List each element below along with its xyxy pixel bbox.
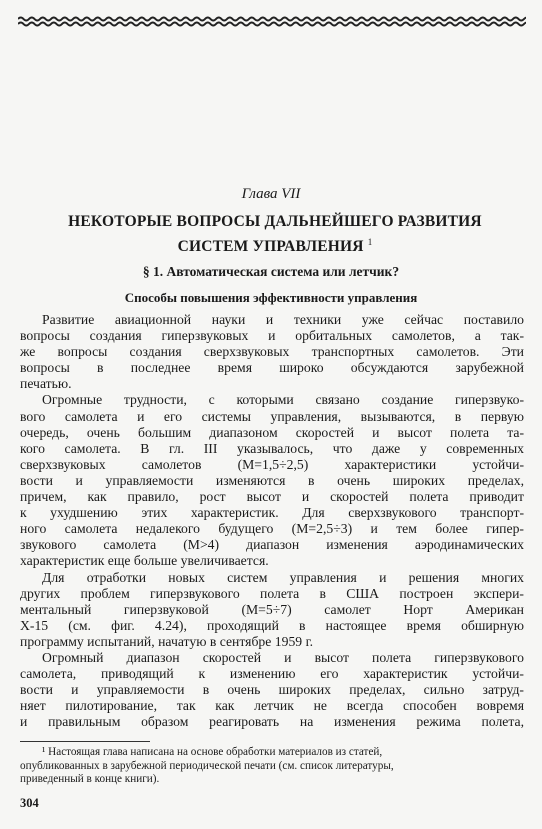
text-line: вопросы в последнее время широко обсуждаются зарубежной — [20, 360, 524, 376]
text-line: Огромные трудности, с которыми связано создание гиперзвуко- — [42, 392, 524, 408]
text-line: Огромный диапазон скоростей и высот полета гиперзвукового — [42, 649, 524, 665]
paragraph — [20, 570, 524, 650]
text-line: Развитие авиационной науки и техники уже сейчас поставило — [42, 312, 524, 327]
footnote-line: опубликованных в зарубежной периодической печати (см. список литературы, — [20, 759, 394, 772]
text-line: причем, как правило, рост высот и скоростей полета приводит — [20, 489, 524, 505]
section-title: § 1. Автоматическая система или летчик? — [142, 264, 400, 279]
paragraph — [20, 650, 524, 730]
footnote-divider — [20, 741, 150, 742]
paragraph — [20, 312, 524, 392]
text-line: вости и управляемости изменяются в очень широких пределах, — [20, 472, 524, 488]
chapter-title-line: НЕКОТОРЫЕ ВОПРОСЫ ДАЛЬНЕЙШЕГО РАЗВИТИЯ — [68, 213, 482, 230]
footnote-line: ¹ Настоящая глава написана на основе обработки материалов из статей, — [42, 746, 383, 758]
text-line: вого самолета и его системы управления, вызываются, в первую — [20, 408, 524, 424]
decorative-wave-ornament — [18, 14, 526, 28]
text-line: вопросы создания гиперзвуковых и орбитальных самолетов, а так- — [20, 328, 524, 344]
text-line: Для отработки новых систем управления и решения многих — [42, 569, 524, 585]
text-line: характеристик еще больше увеличивается. — [20, 553, 269, 569]
text-line: печатью. — [20, 376, 72, 392]
text-line: кого самолета. В гл. III указывалось, что даже у современных — [20, 440, 524, 456]
footnote — [20, 746, 524, 787]
text-line: очередь, очень большим диапазоном скоростей и высот полета та- — [20, 424, 524, 440]
page-number: 304 — [20, 796, 39, 810]
text-line: же вопросы создания сверхзвуковых транспортных самолетов. Эти — [20, 344, 524, 360]
text-line: X-15 (см. фиг. 4.24), проходящий в настоящее время обширную — [20, 617, 524, 633]
text-line: няет пилотирование, так как летчик не всегда способен вовремя — [20, 698, 524, 714]
text-line: ного самолета недалекого будущего (M=2,5÷3) и тем более гипер- — [20, 521, 524, 537]
text-line: вости и управляемости в очень широких пределах, сильно затруд- — [20, 682, 524, 698]
chapter-label: Глава VII — [241, 186, 301, 202]
chapter-title — [40, 212, 510, 257]
text-line: других проблем гиперзвукового полета в США построен экспери- — [20, 585, 524, 601]
footnote-line: приведенный в конце книги). — [20, 773, 160, 785]
footnote-mark: 1 — [367, 237, 373, 247]
subsection-title: Способы повышения эффективности управления — [124, 290, 418, 305]
text-line: звукового самолета (M>4) диапазон изменения аэродинамических — [20, 537, 524, 553]
chapter-title-line: СИСТЕМ УПРАВЛЕНИЯ $^1$ — [177, 237, 373, 256]
body-text — [20, 312, 524, 730]
text-line: самолета, приводящий к изменению его характеристик устойчи- — [20, 666, 524, 682]
text-line: программу испытаний, начатую в сентябре 1959 г. — [20, 633, 314, 649]
text-line: к ухудшению этих характеристик. Для сверхзвукового транспорт- — [20, 505, 524, 521]
paragraph — [20, 392, 524, 569]
text-line: и правильным образом реагировать на изменения режима полета, — [20, 714, 524, 730]
text-line: сверхзвуковых самолетов (M=1,5÷2,5) характеристики устойчи- — [20, 456, 524, 472]
text-line: ментальный гиперзвуковой (M=5÷7) самолет Норт Американ — [20, 601, 524, 617]
